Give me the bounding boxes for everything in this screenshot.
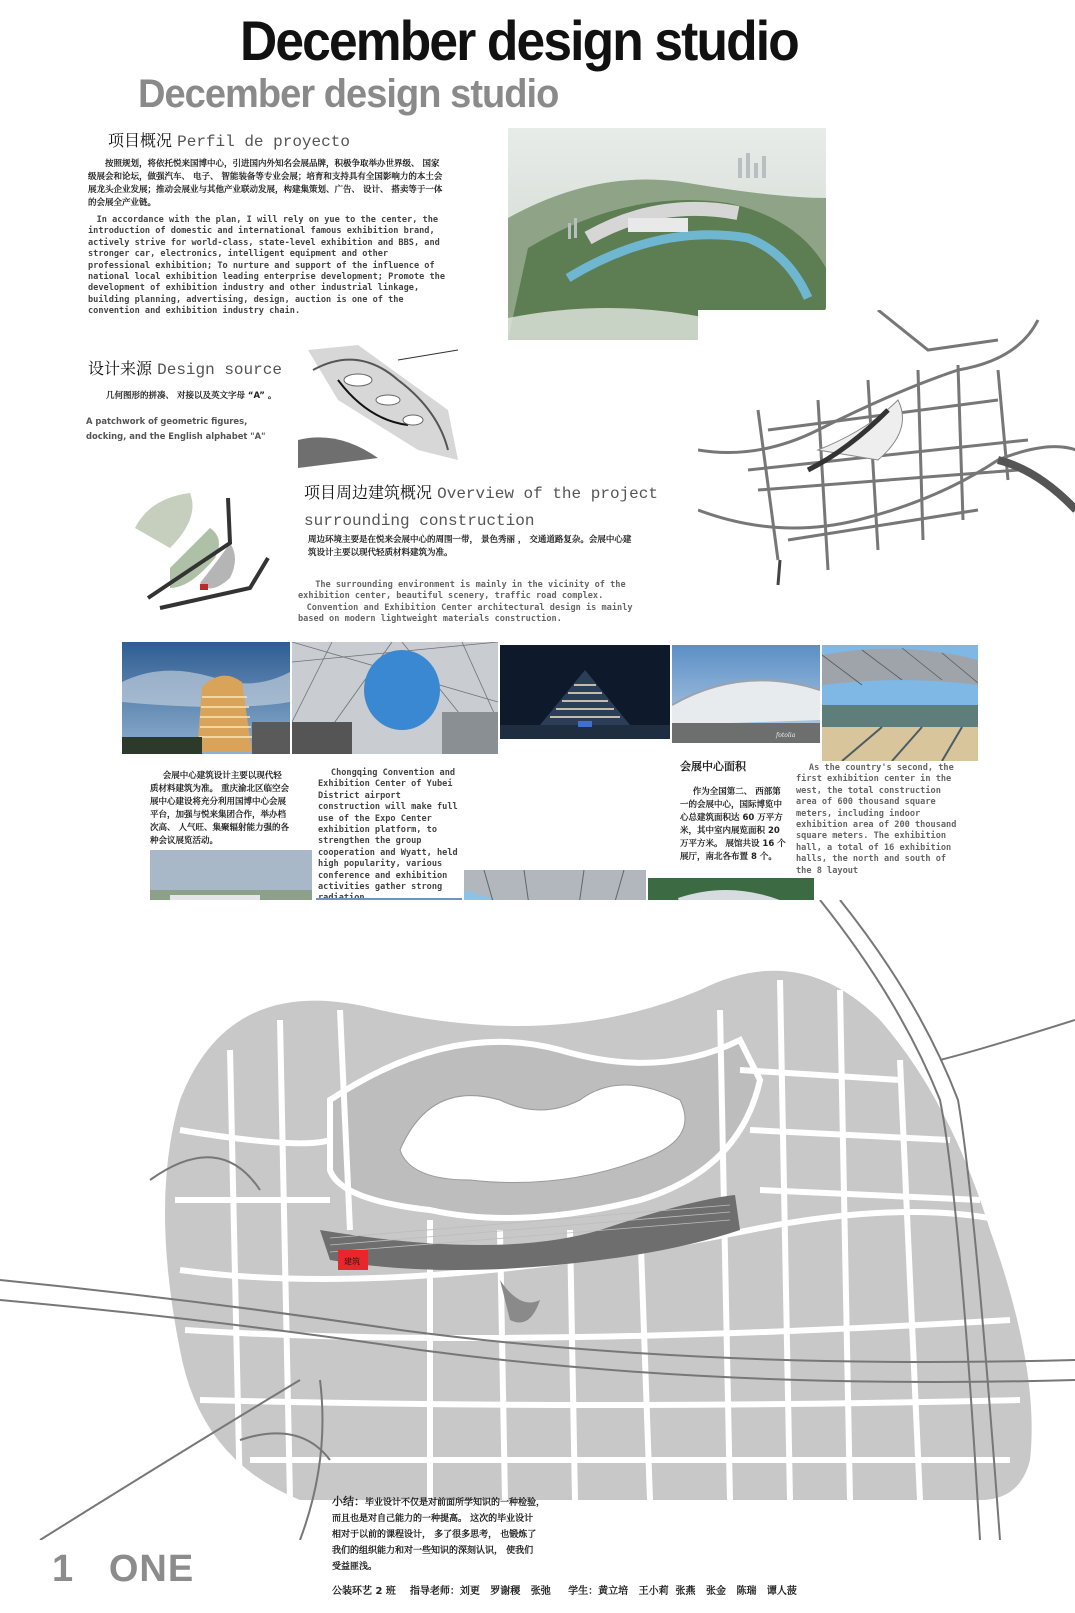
area-text-cn: 作为全国第二、 西部第一的会展中心，国际博览中心总建筑面积达 60 万平方米，其中室内展览面积 20 万平方米。 展馆共设 16 个展厅，南北各布置 8 个。	[680, 787, 786, 862]
page-word: ONE	[108, 1548, 195, 1590]
surrounding-heading	[304, 480, 658, 503]
surrounding-text-en	[298, 580, 648, 626]
summary-line-1: 毕业设计不仅是对前面所学知识的一种检验，	[365, 1498, 546, 1508]
chongqing-note-en: Chongqing Convention and Exhibition Center of Yubei District airport construction will make full use of the Expo Center exhibition platform, to strengthen the group cooperation and Wyatt, held high popularity, various conference and exhibition activities gather strong	[318, 768, 458, 893]
summary-line-4: 我们的组织能力和对一些知识的深刻认识， 使我们	[332, 1546, 534, 1556]
aerial-render-photo	[508, 128, 826, 340]
design-source-heading-cn: 设计来源	[88, 359, 153, 378]
page-subtitle: December design studio	[138, 72, 559, 116]
page-number: 1	[52, 1548, 75, 1590]
photo-exhibition-hall	[672, 645, 820, 743]
design-source-text-cn: 几何图形的拼凑、 对接以及英文字母 “A” 。	[106, 391, 277, 401]
page-title: December design studio	[240, 9, 798, 72]
design-source-sketch	[298, 340, 466, 468]
surrounding-heading-line2	[304, 510, 534, 530]
summary-label: 小结：	[332, 1495, 365, 1508]
site-plan-map	[0, 900, 1075, 1540]
summary-line-2: 而且也是对自己能力的一种提高。 这次的毕业设计	[332, 1514, 534, 1524]
surrounding-text-cn: 周边环境主要是在悦来会展中心的周围一带， 景色秀丽 ， 交通道路复杂。会展中心建筑设计主要以现代轻质材料建筑为准。	[308, 535, 632, 558]
photo4-watermark: fotolia	[776, 732, 796, 739]
photo-canopy-plaza	[822, 645, 978, 761]
design-source-text-en: A patchwork of geometric figures, docking, and the English alphabet "A"	[86, 416, 266, 441]
credits-line: 公装环艺 2 班 指导老师：刘更 罗谢稷 张弛 学生：黄立培 王小莉 张燕 张金 陈瑞 谭人菠	[332, 1586, 797, 1597]
summary-line-3: 相对于以前的课程设计， 多了很多思考， 也锻炼了	[332, 1530, 537, 1540]
site-mini-map	[130, 488, 278, 618]
city-road-map	[698, 310, 1075, 600]
page-number-label	[52, 1548, 194, 1591]
building-map-label: 建筑	[344, 1257, 360, 1266]
design-note-cn: 会展中心建筑设计主要以现代轻质材料建筑为准。 重庆渝北区临空会展中心建设将充分利用国博中心会展平台，加强与悦来集团合作，举办档次高、 人气旺、集聚辐射能力强的各种会议展览活动。	[150, 771, 289, 846]
overview-heading-cn: 项目概况	[108, 131, 173, 150]
design-source-heading-en: Design source	[157, 361, 282, 379]
overview-heading	[108, 128, 350, 151]
overview-text-cn: 按照规划，将依托悦来国博中心，引进国内外知名会展品牌，积极争取举办世界级、 国家级展会和论坛，做强汽车、 电子、 智能装备等专业会展；培育和支持具有全国影响力的本土会展龙头企业发展；推动会展业与其他产业联动发展，构建集策划、广告、 设计、 搭卖等于一体的会展全产业链。	[88, 159, 443, 208]
design-source-heading	[88, 356, 282, 379]
overview-heading-en: Perfil de proyecto	[177, 133, 350, 151]
surrounding-text-en-2: Convention and Exhibition Center architectural design is mainly based on modern lightweight materials construction.	[298, 602, 633, 625]
photo-night-stadium	[500, 645, 670, 739]
summary-block	[332, 1494, 592, 1575]
surrounding-heading-en-2: surrounding construction	[304, 512, 535, 530]
summary-line-5: 受益匪浅。	[332, 1562, 378, 1572]
photo-curved-tower	[122, 642, 290, 754]
area-text-en: As the country's second, the first exhibition center in the west, the total construction area of 600 thousand square meters, including indoor exhibition area of 200 thousand square meters. The exhibition hall, a total of 16 exhibition halls, the north and south of the 8 layout	[796, 763, 957, 876]
surrounding-heading-en-1: Overview of the project	[437, 485, 658, 503]
overview-text-en: In accordance with the plan, I will rely on yue to the center, the introduction of domestic and international famous exhibition brand, actively strive for world-class, state-level exhibition and BBS, and stronger car, electronics, intelligent equipment and other professional exhibition; To nurture and support of the influence of national local exhibition leading enterprise development; Promote the development of exhibition industry and other industrial linkage, building planning, advertising, design, auction is one of the convention and exhibition industry chain.	[88, 215, 445, 317]
area-heading: 会展中心面积	[680, 760, 746, 773]
photo-oval-roof	[292, 642, 498, 754]
surrounding-text-en-1: The surrounding environment is mainly in the vicinity of the exhibition center, beautiful scenery, traffic road complex.	[298, 580, 626, 602]
surrounding-heading-cn: 项目周边建筑概况	[304, 483, 433, 502]
